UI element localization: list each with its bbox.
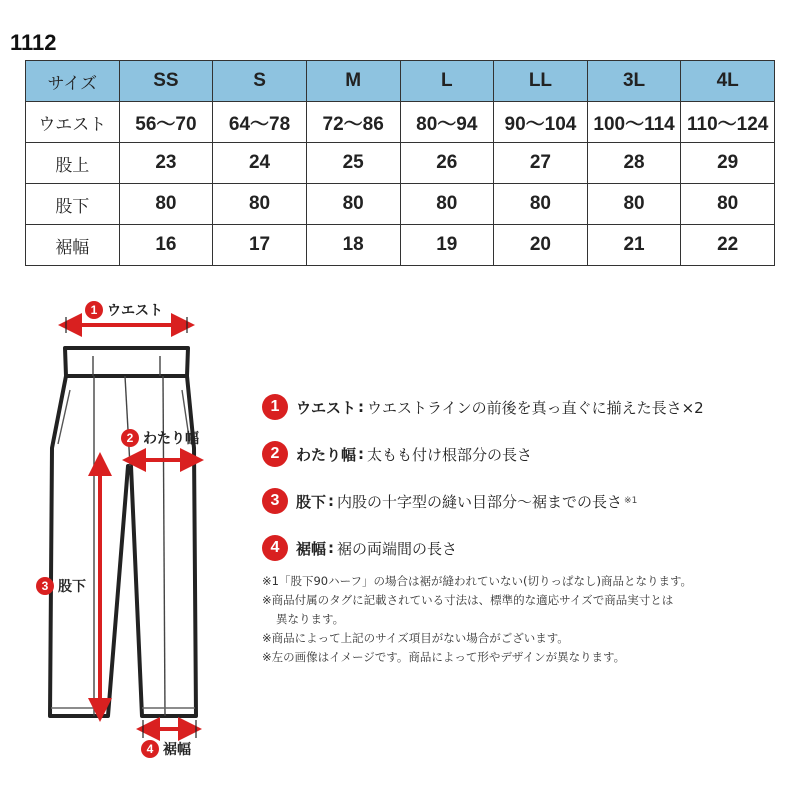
table-cell: 80 (681, 184, 775, 225)
guide-ticks (66, 317, 196, 738)
table-cell: 29 (681, 143, 775, 184)
table-cell: 100〜114 (587, 102, 681, 143)
legend-item: 1 ウエスト : ウエストラインの前後を真っ直ぐに揃えた長さ×2 (262, 392, 792, 422)
number-badge: 1 (262, 394, 288, 420)
number-badge: 1 (85, 301, 103, 319)
note-line: ※商品によって上記のサイズ項目がない場合がございます。 (262, 631, 569, 645)
pants-outline (50, 348, 196, 716)
legend-description: 裾の両端間の長さ (337, 539, 458, 558)
callout-label-text: 裾幅 (163, 742, 191, 758)
number-badge: 2 (121, 429, 139, 447)
measurement-arrows (70, 325, 192, 729)
number-badge: 3 (36, 577, 54, 595)
table-cell: 21 (587, 225, 681, 266)
table-row (26, 184, 775, 225)
table-cell: 64〜78 (213, 102, 307, 143)
callout-inseam (36, 576, 86, 596)
pants-illustration (0, 290, 240, 800)
table-cell: 80 (213, 184, 307, 225)
row-label: 裾幅 (26, 225, 120, 266)
number-badge: 3 (262, 488, 288, 514)
table-row (26, 102, 775, 143)
legend-description: 太もも付け根部分の長さ (367, 445, 533, 464)
note-line: ※商品付属のタグに記載されている寸法は、標準的な適応サイズで商品実寸とは (262, 593, 674, 607)
size-header: LL (494, 61, 588, 102)
row-label: 股上 (26, 143, 120, 184)
legend-term: わたり幅 (296, 445, 357, 464)
table-cell: 80 (400, 184, 494, 225)
size-header: L (400, 61, 494, 102)
measurement-legend (262, 392, 792, 580)
size-header: M (306, 61, 400, 102)
number-badge: 2 (262, 441, 288, 467)
number-badge: 4 (141, 740, 159, 758)
legend-item: 4 裾幅 : 裾の両端間の長さ (262, 533, 792, 563)
callout-hem-width (141, 739, 191, 759)
size-header: 3L (587, 61, 681, 102)
pants-diagram (0, 290, 240, 800)
callout-waist (85, 300, 163, 320)
table-cell: 18 (306, 225, 400, 266)
table-cell: 17 (213, 225, 307, 266)
table-cell: 56〜70 (119, 102, 213, 143)
table-cell: 27 (494, 143, 588, 184)
legend-term: ウエスト (296, 398, 357, 417)
table-cell: 20 (494, 225, 588, 266)
size-corner-header: サイズ (26, 61, 120, 102)
size-header-row (26, 61, 775, 102)
table-cell: 19 (400, 225, 494, 266)
note-line: ※左の画像はイメージです。商品によって形やデザインが異なります。 (262, 650, 626, 664)
callout-label-text: ウエスト (107, 303, 163, 319)
notes (262, 572, 792, 667)
number-badge: 4 (262, 535, 288, 561)
table-row (26, 225, 775, 266)
table-cell: 28 (587, 143, 681, 184)
size-header: 4L (681, 61, 775, 102)
table-cell: 80 (119, 184, 213, 225)
table-row (26, 143, 775, 184)
row-label: ウエスト (26, 102, 120, 143)
table-cell: 16 (119, 225, 213, 266)
size-header: S (213, 61, 307, 102)
legend-term: 股下 (296, 492, 327, 511)
note-line: ※1「股下90ハーフ」の場合は裾が縫われていない(切りっぱなし)商品となります。 (262, 574, 693, 588)
legend-description: 内股の十字型の縫い目部分〜裾までの長さ (337, 492, 623, 511)
callout-thigh-width (121, 428, 199, 448)
table-cell: 72〜86 (306, 102, 400, 143)
table-cell: 80 (306, 184, 400, 225)
legend-item: 3 股下 : 内股の十字型の縫い目部分〜裾までの長さ ※1 (262, 486, 792, 516)
product-code: 1112 (10, 30, 57, 55)
table-cell: 80〜94 (400, 102, 494, 143)
legend-description: ウエストラインの前後を真っ直ぐに揃えた長さ×2 (367, 398, 704, 417)
table-cell: 26 (400, 143, 494, 184)
size-table (25, 60, 775, 266)
table-cell: 24 (213, 143, 307, 184)
table-cell: 25 (306, 143, 400, 184)
legend-term: 裾幅 (296, 539, 327, 558)
legend-item: 2 わたり幅 : 太もも付け根部分の長さ (262, 439, 792, 469)
callout-label-text: わたり幅 (143, 431, 199, 447)
row-label: 股下 (26, 184, 120, 225)
table-cell: 90〜104 (494, 102, 588, 143)
table-cell: 22 (681, 225, 775, 266)
table-cell: 110〜124 (681, 102, 775, 143)
size-header: SS (119, 61, 213, 102)
table-cell: 80 (494, 184, 588, 225)
table-cell: 80 (587, 184, 681, 225)
callout-label-text: 股下 (58, 579, 86, 595)
table-cell: 23 (119, 143, 213, 184)
footnote-marker: ※1 (624, 496, 638, 506)
note-line: 異なります。 (276, 612, 345, 626)
